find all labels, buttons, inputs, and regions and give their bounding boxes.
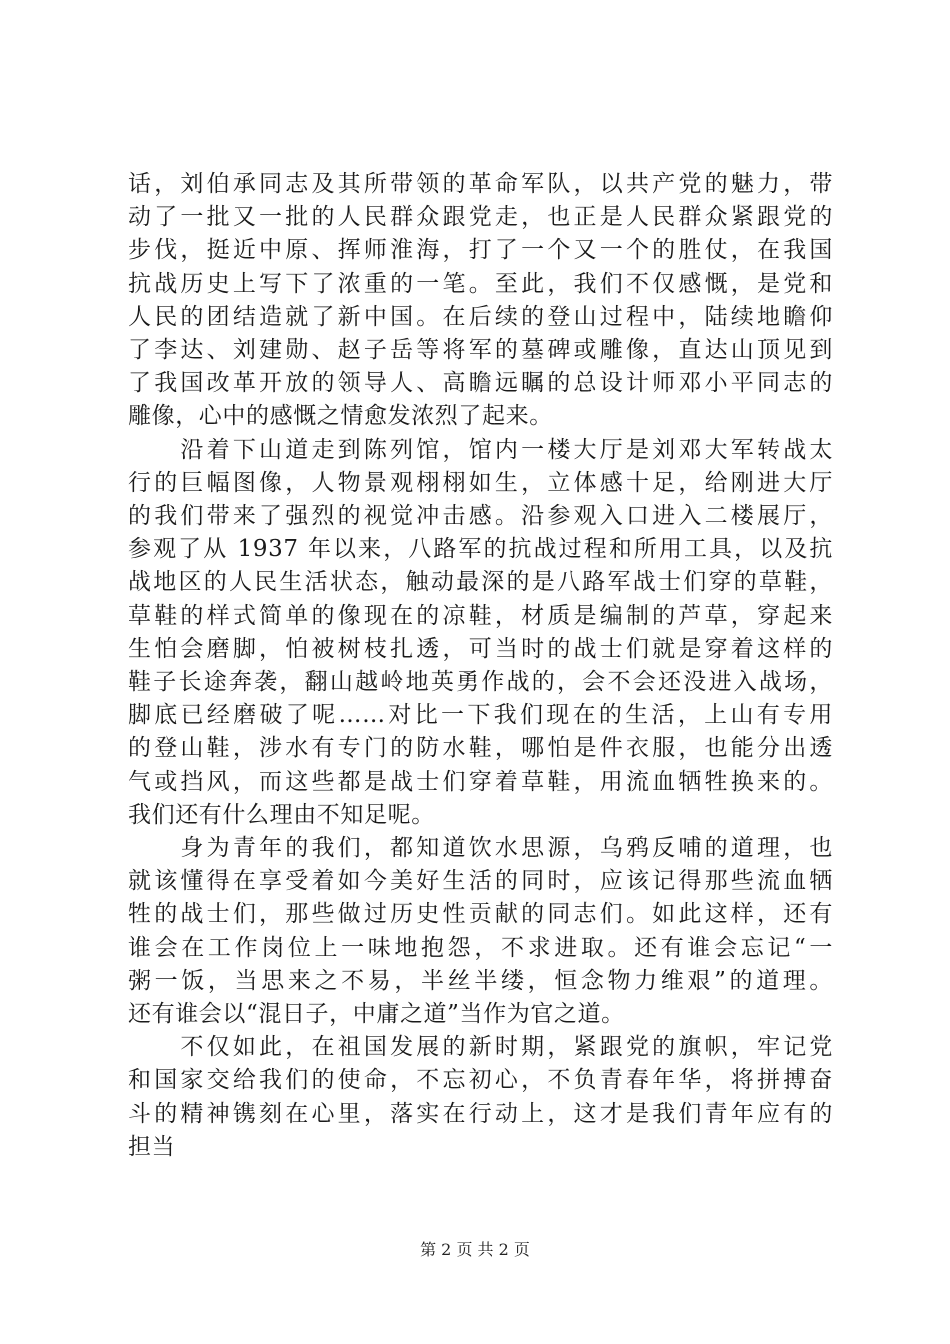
text-line: 我们还有什么理由不知足呢。: [128, 801, 435, 828]
text-line: 谁会在工作岗位上一味地抱怨，不求进取。还有谁会忘记“一: [128, 934, 833, 961]
text-line: 的我们带来了强烈的视觉冲击感。沿参观入口进入二楼展厅，: [128, 503, 833, 530]
text-line: 的登山鞋，涉水有专门的防水鞋，哪怕是件衣服，也能分出透: [128, 735, 833, 762]
text-line: 身为青年的我们，都知道饮水思源，乌鸦反哺的道理，也: [128, 835, 833, 862]
body-text: [128, 168, 833, 1164]
text-line: 鞋子长途奔袭，翻山越岭地英勇作战的，会不会还没进入战场，: [128, 669, 833, 696]
text-line: 行的巨幅图像，人物景观栩栩如生，立体感十足，给刚进大厅: [128, 469, 833, 496]
text-line: 气或挡风，而这些都是战士们穿着草鞋，用流血牺牲换来的。: [128, 768, 833, 795]
text-line: 参观了从 1937 年以来，八路军的抗战过程和所用工具，以及抗: [128, 536, 833, 563]
text-line: 生怕会磨脚，怕被树枝扎透，可当时的战士们就是穿着这样的: [128, 635, 833, 662]
text-line: 动了一批又一批的人民群众跟党走，也正是人民群众紧跟党的: [128, 204, 833, 231]
text-line: 了李达、刘建勋、赵子岳等将军的墓碑或雕像，直达山顶见到: [128, 337, 833, 364]
text-line: 战地区的人民生活状态，触动最深的是八路军战士们穿的草鞋，: [128, 569, 833, 596]
paragraph: [128, 1031, 833, 1164]
text-line: 牲的战士们，那些做过历史性贡献的同志们。如此这样，还有: [128, 901, 833, 928]
paragraph: [128, 832, 833, 1031]
page-footer: 第 2 页 共 2 页: [420, 1240, 530, 1259]
text-line: 话，刘伯承同志及其所带领的革命军队，以共产党的魅力，带: [128, 171, 833, 197]
text-line: 脚底已经磨破了呢……对比一下我们现在的生活，上山有专用: [128, 702, 833, 729]
text-line: 粥一饭，当思来之不易，半丝半缕，恒念物力维艰”的道理。: [128, 967, 833, 994]
text-line: 就该懂得在享受着如今美好生活的同时，应该记得那些流血牺: [128, 868, 833, 895]
text-line: 不仅如此，在祖国发展的新时期，紧跟党的旗帜，牢记党: [128, 1034, 833, 1061]
text-line: 草鞋的样式简单的像现在的凉鞋，材质是编制的芦草，穿起来: [128, 602, 833, 629]
paragraph: [128, 168, 833, 434]
text-line: 还有谁会以“混日子，中庸之道”当作为官之道。: [128, 1001, 625, 1028]
text-line: 斗的精神镌刻在心里，落实在行动上，这才是我们青年应有的: [128, 1100, 833, 1127]
text-line: 人民的团结造就了新中国。在后续的登山过程中，陆续地瞻仰: [128, 303, 833, 330]
text-line: 担当: [128, 1133, 176, 1160]
text-line: 了我国改革开放的领导人、高瞻远瞩的总设计师邓小平同志的: [128, 370, 833, 397]
text-line: 抗战历史上写下了浓重的一笔。至此，我们不仅感慨，是党和: [128, 270, 833, 297]
text-line: 沿着下山道走到陈列馆，馆内一楼大厅是刘邓大军转战太: [128, 436, 833, 463]
text-line: 和国家交给我们的使命，不忘初心，不负青春年华，将拼搏奋: [128, 1067, 833, 1094]
text-line: 步伐，挺近中原、挥师淮海，打了一个又一个的胜仗，在我国: [128, 237, 833, 264]
text-line: 雕像，心中的感慨之情愈发浓烈了起来。: [128, 403, 553, 430]
paragraph: [128, 434, 833, 832]
